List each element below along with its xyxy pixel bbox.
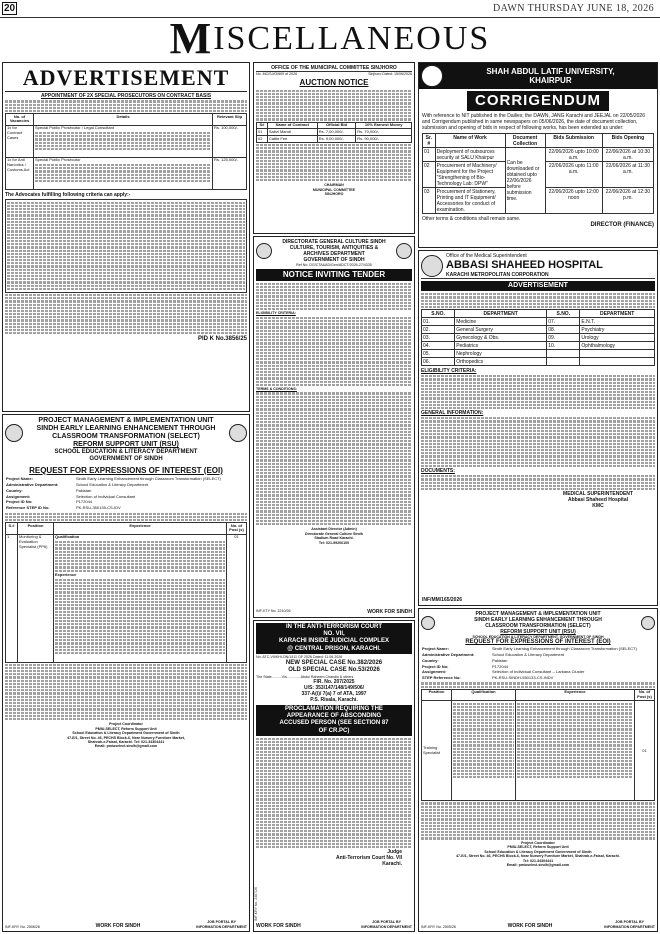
table-cell: Pediatrics [455,342,547,350]
terms-heading: TERMS & CONDITIONS: [256,386,297,391]
contact-line: PMIU-SELECT, Reform Support Unit [507,845,569,850]
cell-text: Special Public Prosecutor / Legal Consultant [35,125,114,131]
col-header: Name of Contract [267,122,317,129]
ad-abbasi-hospital [418,250,658,606]
table-cell: Orthopedics [455,358,547,366]
col-header: Bids Opening [602,134,653,148]
table-cell: Sabzi Mandi [267,129,317,136]
paper-dateline: DAWN THURSDAY JUNE 18, 2026 [492,3,654,14]
director-sign: DIRECTOR (FINANCE) [590,222,654,228]
col-header: Experience [54,523,227,535]
col-header: Bids Submission [545,134,602,148]
proclamation-title: PROCLAMATION REQUIRING THE [285,706,383,713]
contact-line: 47-E/1, Street No. 46, PECHS Block-6, Near Nursery Furniture Market, [67,735,185,740]
col-header: Experience [516,689,635,701]
table-cell: Ophthalmology [580,342,655,350]
court-ref: No. ATC-VII/KHI-DN/1411 OF 2026 Dated: 11.06.2026 [256,654,343,659]
eoi-title-4: REFORM SUPPORT UNIT (RSU) [73,441,179,449]
table-cell: 02 [423,162,436,188]
culture-ref: Ref No. DG/CTA&AD/Gen/ADCT/2026-27/4335 [296,263,372,267]
field-value: School Education & Literacy Department [492,651,565,657]
ms-sign: KMC [592,503,604,510]
auction-title: AUCTION NOTICE [299,78,369,88]
contact-line: School Education & Literacy Department Government of Sindh [72,731,180,736]
culture-org-4: GOVERNMENT OF SINDH [303,257,365,263]
eoi-title-4: REFORM SUPPORT UNIT (RSU) [500,629,576,635]
field-value: Selection of Individual Consultant [76,493,136,499]
table-cell: 1x for Anti Narcotics / Customs Act [6,157,34,189]
ms-sign: Abbasi Shaheed Hospital [567,497,628,504]
col-header: Document Collection [505,134,545,148]
table-cell: 22/06/2026 at 12:30 p.m. [602,188,653,214]
inf-number: INF/MM/165/2026 [422,597,463,603]
info-dept-label: INFORMATION DEPARTMENT [361,924,412,929]
eoi-dept: SCHOOL EDUCATION & LITERACY DEPARTMENT [54,449,198,456]
field-label: Reference STEP ID No. [6,505,50,511]
table-cell: 03 [423,188,436,214]
case-parties: The State..........V/s..............Abdul Raheem Chandio & others [256,674,354,679]
field-value: School Education & Literacy Department [76,482,149,488]
fir-line: P.S. Risala, Karachi. [310,697,358,704]
position-table [421,689,655,802]
table-cell: Deployment of outsources security at SALU Khairpur [435,148,505,162]
ms-sign: MEDICAL SUPERINTENDENT [563,491,633,498]
field-label: Country: [422,657,439,663]
ad-culture-tender [253,236,415,618]
ad-prosecutors [2,62,250,412]
field-label: Administrative Department: [6,482,59,488]
contact-line: 47-E/1, Street No. 46, PECHS Block-6, Near Nursery Furniture Market, Shahrah-e-Faisal, Karachi. [456,854,620,859]
culture-sign: Assistant Director (Admin) [311,527,357,532]
auction-sign: SINJHORO [324,192,344,197]
hospital-ad-title: ADVERTISEMENT [421,281,655,291]
col-header: S# [257,122,268,129]
field-value: PK-RSU-SINDH-550133-CS-INDV [492,675,554,681]
field-value: Pakistan [76,487,92,493]
eoi-heading: REQUEST FOR EXPRESSIONS OF INTEREST (EOI) [465,639,611,646]
section-masthead [90,13,570,63]
eoi-title-3: CLASSROOM TRANSFORMATION (SELECT) [52,433,200,441]
table-cell: Rs. 9,00,000/- [317,136,356,143]
table-cell [18,534,54,662]
table-cell: 07. [547,318,580,326]
auction-sign: CHAIRMAN [324,183,344,188]
table-cell: 22/06/2026 upto 11:00 a.m. [545,162,602,188]
hospital-office: Office of the Medical Superintendent [446,253,527,259]
table-cell: Medicine [455,318,547,326]
judge-sign: Anti-Terrorism Court No. VII [335,855,402,862]
cell-text: Special Public Prosecutor [35,157,81,163]
table-cell: Procurement of Machinery/ Equipment for the Project "Strengthening of Bio-Technology Lab: DPW" [435,162,505,188]
hospital-general-info: GENERAL INFORMATION: [421,410,484,417]
ad-title: ADVERTISEMENT [5,65,247,92]
culture-org-2: CULTURE, TOURISM, ANTIQUITIES & [289,245,379,251]
criteria-heading: The Advocates fulfilling following criteria can apply:- [5,191,131,198]
table-cell: 10. [547,342,580,350]
contact-line: Tel: 021-34304441 [522,858,554,863]
table-cell [547,350,580,358]
col-header: S.NO. [422,310,455,318]
inf-number: INF-KTY No. 2210/26 [256,609,291,613]
field-label: Assignment: [422,669,447,675]
table-cell [34,125,213,157]
sindh-emblem-icon [421,616,435,630]
court-name-4: @ CENTRAL PRISON, KARACHI. [287,645,381,652]
table-cell: 02 [257,136,268,143]
corrigendum-intro: With reference to NIT published in the Dailies; the DAWN, JANG Karachi and JEEJAL on 22/05/2026 and Corrigendum published in same newspapers on 05/06/2026, the date of document collection, submission and opening of bids in respect of following works, has been extended as under: [422,113,645,131]
table-cell: 04. [422,342,455,350]
table-cell [452,701,516,801]
auction-sign: MUNICIPAL COMMITTEE [312,187,356,192]
col-header: Name of Work [435,134,505,148]
project-fields [5,477,247,512]
tender-title: NOTICE INVITING TENDER [256,269,412,280]
table-cell: 1 [6,534,18,662]
table-cell: 22/06/2026 upto 10:00 a.m. [545,148,602,162]
table-cell: Rs. 7,00,000/- [317,129,356,136]
culture-logo-icon [396,243,412,259]
fir-line: FIR. No. 207/2025 [313,679,355,686]
field-value: P172044 [492,663,509,669]
table-cell [547,358,580,366]
col-header: Sr. # [423,134,436,148]
col-header: No. of Vacancies [6,114,34,126]
table-cell: Cattle Fee [267,136,317,143]
project-fields [421,647,655,682]
info-dept-label: INFORMATION DEPARTMENT [604,924,655,929]
col-header: DEPARTMENT [455,310,547,318]
department-table [421,309,655,366]
culture-org-1: DIRECTORATE GENERAL CULTURE SINDH [282,239,386,245]
col-header: 10% Earnest Money [356,122,412,129]
eoi-dept: SCHOOL EDUCATION & LITERACY DEPARTMENT, GOVERNMENT OF SINDH [472,635,604,639]
field-value: Pakistan [492,657,508,663]
ad-subtitle: APPOINTMENT OF 2X SPECIAL PROSECUTORS ON CONTRACT BASIS [40,93,212,100]
work-for-sindh-logo: WORK FOR SINDH [95,923,141,929]
table-cell: Nephrology [455,350,547,358]
field-label: Project ID No: [6,499,33,505]
qualification-label: Qualification [55,534,80,540]
culture-phone: Tel: 021-99206100 [318,540,350,545]
auction-org: OFFICE OF THE MUNICIPAL COMMITTEE SINJHORO [256,65,412,72]
table-cell: Rs. 100,000/- [213,125,247,157]
contact-line: School Education & Literacy Department Government of Sindh [484,849,592,854]
work-for-sindh-logo: WORK FOR SINDH [256,923,301,929]
table-cell [580,350,655,358]
ad-auction-notice [253,62,415,234]
corrigendum-title: CORRIGENDUM [467,91,609,111]
table-cell: 03. [422,334,455,342]
col-header: S.NO. [547,310,580,318]
masthead-initial: M [169,13,214,63]
table-cell: 22/06/2026 at 11:30 a.m. [602,162,653,188]
table-cell: 01. [422,318,455,326]
table-cell: 06. [422,358,455,366]
eoi-heading: REQUEST FOR EXPRESSIONS OF INTEREST (EOI) [29,465,223,475]
field-label: STEP Reference No: [422,675,461,681]
auction-table [256,122,412,143]
eoi-title-2: SINDH EARLY LEARNING ENHANCEMENT THROUGH [36,425,216,433]
field-label: Country: [6,487,23,493]
table-cell: General Surgery [455,326,547,334]
court-name-2: NO. VII, [323,631,345,638]
table-cell: Rs. 70,000/- [356,129,412,136]
table-cell: 05. [422,350,455,358]
col-header: S.# [6,523,18,535]
page-number: 20 [3,3,16,14]
rsu-logo-icon [229,424,247,442]
col-header: DEPARTMENT [580,310,655,318]
auction-date: Sinjhoro Dated: 15/06/2026 [368,72,412,76]
contact-title: Project Coordinator [109,722,143,727]
table-cell: Rs. 90,000/- [356,136,412,143]
field-label: Assignment: [6,493,31,499]
col-header: Position [422,689,452,701]
eoi-title-1: PROJECT MANAGEMENT & IMPLEMENTATION UNIT [38,417,214,424]
proclamation-title: OF CR.PC) [318,727,350,734]
eoi-title-3: CLASSROOM TRANSFORMATION (SELECT) [485,623,591,629]
field-value: P172044 [76,499,93,505]
table-cell: 01 [257,129,268,136]
table-cell: 1x for Contract Cases [6,125,34,157]
table-cell [34,157,213,189]
vacancy-table [5,113,247,190]
kmc-logo-icon [421,255,443,277]
field-label: Project Name: [422,646,449,652]
contact-line: Shahrah-e-Faisal, Karachi. Tel: 021-34304441 [87,740,165,744]
table-cell: Urology [580,334,655,342]
col-header: Qualification [452,689,516,701]
table-cell [580,358,655,366]
post-count: 01 [635,701,655,801]
col-header: Relevant Slip [213,114,247,126]
sindh-emblem-icon [256,243,272,259]
work-for-sindh-logo: WORK FOR SINDH [367,609,412,615]
old-case: OLD SPECIAL CASE No.53/2026 [288,667,380,674]
table-cell: 01 [423,148,436,162]
table-cell: Rs. 125,000/- [213,157,247,189]
fir-line: 337-A(i)/ 7(a) 7 of ATA, 1997 [301,691,367,698]
auction-ref: No. MC/SJ/O/609 of 2026 [256,72,298,76]
field-label: Project Name: [6,476,33,482]
judge-sign: Judge [387,849,402,856]
table-cell: Gynecology & Obs. [455,334,547,342]
contact-email: Email: pmiuselect.sindh@gmail.com [94,744,158,749]
table-cell: Procurement of Stationery, Printing and IT Equipment/ Accessories for conduct of examination. [435,188,505,214]
works-table [422,133,654,214]
work-for-sindh-logo: WORK FOR SINDH [507,923,553,929]
table-cell: Psychiatry [580,326,655,334]
eligibility-heading: ELIGIBILITY CRITERIA: [256,311,296,316]
ad-pmiu-eoi-left [2,414,250,932]
page-header [0,0,660,18]
new-case: NEW SPECIAL CASE No.382/2026 [285,660,383,667]
position-table [5,522,247,663]
inf-number: INF-KRY No. 2506/26 [5,924,40,929]
col-header: No. of Post (s) [635,689,655,701]
culture-org-3: ARCHIVES DEPARTMENT [303,251,365,257]
masthead-rest: ISCELLANEOUS [213,19,491,57]
hospital-org: KARACHI METROPOLITAN CORPORATION [446,272,549,279]
table-cell: 02. [422,326,455,334]
col-header: Details [34,114,213,126]
contact-title: Project Coordinator [521,840,555,845]
sindh-emblem-icon [5,424,23,442]
culture-sign: Directorate General Culture Sindh [305,531,363,536]
experience-label: Experience [55,571,77,577]
court-name-1: IN THE ANTI-TERRORISM COURT [285,624,383,630]
other-terms: Other terms & conditions shall remain same. [422,216,521,222]
table-cell: E.N.T. [580,318,655,326]
hospital-eligibility: ELIGIBILITY CRITERIA: [421,368,477,375]
ad-salu-corrigendum [418,62,658,248]
field-label: Administrative Department: [422,651,475,657]
table-cell: 09. [547,334,580,342]
field-value: Sindh Early Learning Enhancement through Classroom Transformation (SELECT) [76,476,221,482]
hospital-documents: DOCUMENTS: [421,468,455,475]
field-value: Sindh Early Learning Enhancement through Classroom Transformation (SELECT) [492,646,637,652]
col-header: Position [18,523,54,535]
proclamation-title: ACCUSED PERSON (SEE SECTION 87 [279,720,389,727]
table-cell: 08. [547,326,580,334]
hospital-name: ABBASI SHAHEED HOSPITAL [446,259,603,271]
info-dept-label: INFORMATION DEPARTMENT [196,924,247,929]
eoi-title-2: SINDH EARLY LEARNING ENHANCEMENT THROUGH [474,617,602,623]
job-portal-logo: JOB PORTAL BY [615,920,645,925]
rsu-logo-icon [641,616,655,630]
judge-sign: Karachi. [382,861,402,868]
culture-sign: Stadium Road Karachi. [314,536,354,541]
post-count: 01 [227,534,247,662]
position-name: Training Specialist [422,701,452,801]
position-name: Monitoring & Evaluation Specialist (PP6) [19,534,48,549]
col-header: No. of Post (s) [227,523,247,535]
university-logo-icon [421,65,443,87]
eoi-title-1: PROJECT MANAGEMENT & IMPLEMENTATION UNIT [475,611,601,617]
fir-line: U/S: 353/147/148/149/506/ [303,685,365,692]
field-label: Project ID No: [422,663,449,669]
university-name: SHAH ABDUL LATIF UNIVERSITY, [486,66,615,76]
contact-email: Email: pmiuselect.sindh@gmail.com [506,863,570,868]
col-header: Official Bid [317,122,356,129]
table-cell: 22/06/2026 at 10:30 a.m. [602,148,653,162]
eoi-govt: GOVERNMENT OF SINDH [89,456,163,463]
contact-line: PMIU-SELECT, Reform Support Unit [95,726,157,731]
proclamation-title: APPEARANCE OF ABSCONDING [286,713,382,720]
job-portal-logo: JOB PORTAL BY [207,920,237,925]
table-cell [54,534,227,662]
pid-number: PID K No.3856/25 [197,336,247,343]
table-cell: Can be downloaded or obtained upto 22/06/2026 before submission time. [505,148,545,214]
table-cell: 22/06/2026 upto 12:00 noon [545,188,602,214]
table-cell [516,701,635,801]
inf-number: INF-KRY No. 2505/26 [421,924,456,929]
court-name-3: KARACHI INSIDE JUDICIAL COMPLEX [279,638,389,645]
inf-number: INF-KRY No. 2487/26 [254,887,258,921]
field-value: PK-RSU-350135-CS-IDV [76,505,121,511]
field-value: Selection of Individual Consultant -- Larkana Cluster [492,669,585,675]
university-city: KHAIRPUR [529,76,572,85]
ad-pmiu-eoi-right [418,608,658,932]
ad-court-proclamation [253,620,415,932]
job-portal-logo: JOB PORTAL BY [372,920,402,925]
